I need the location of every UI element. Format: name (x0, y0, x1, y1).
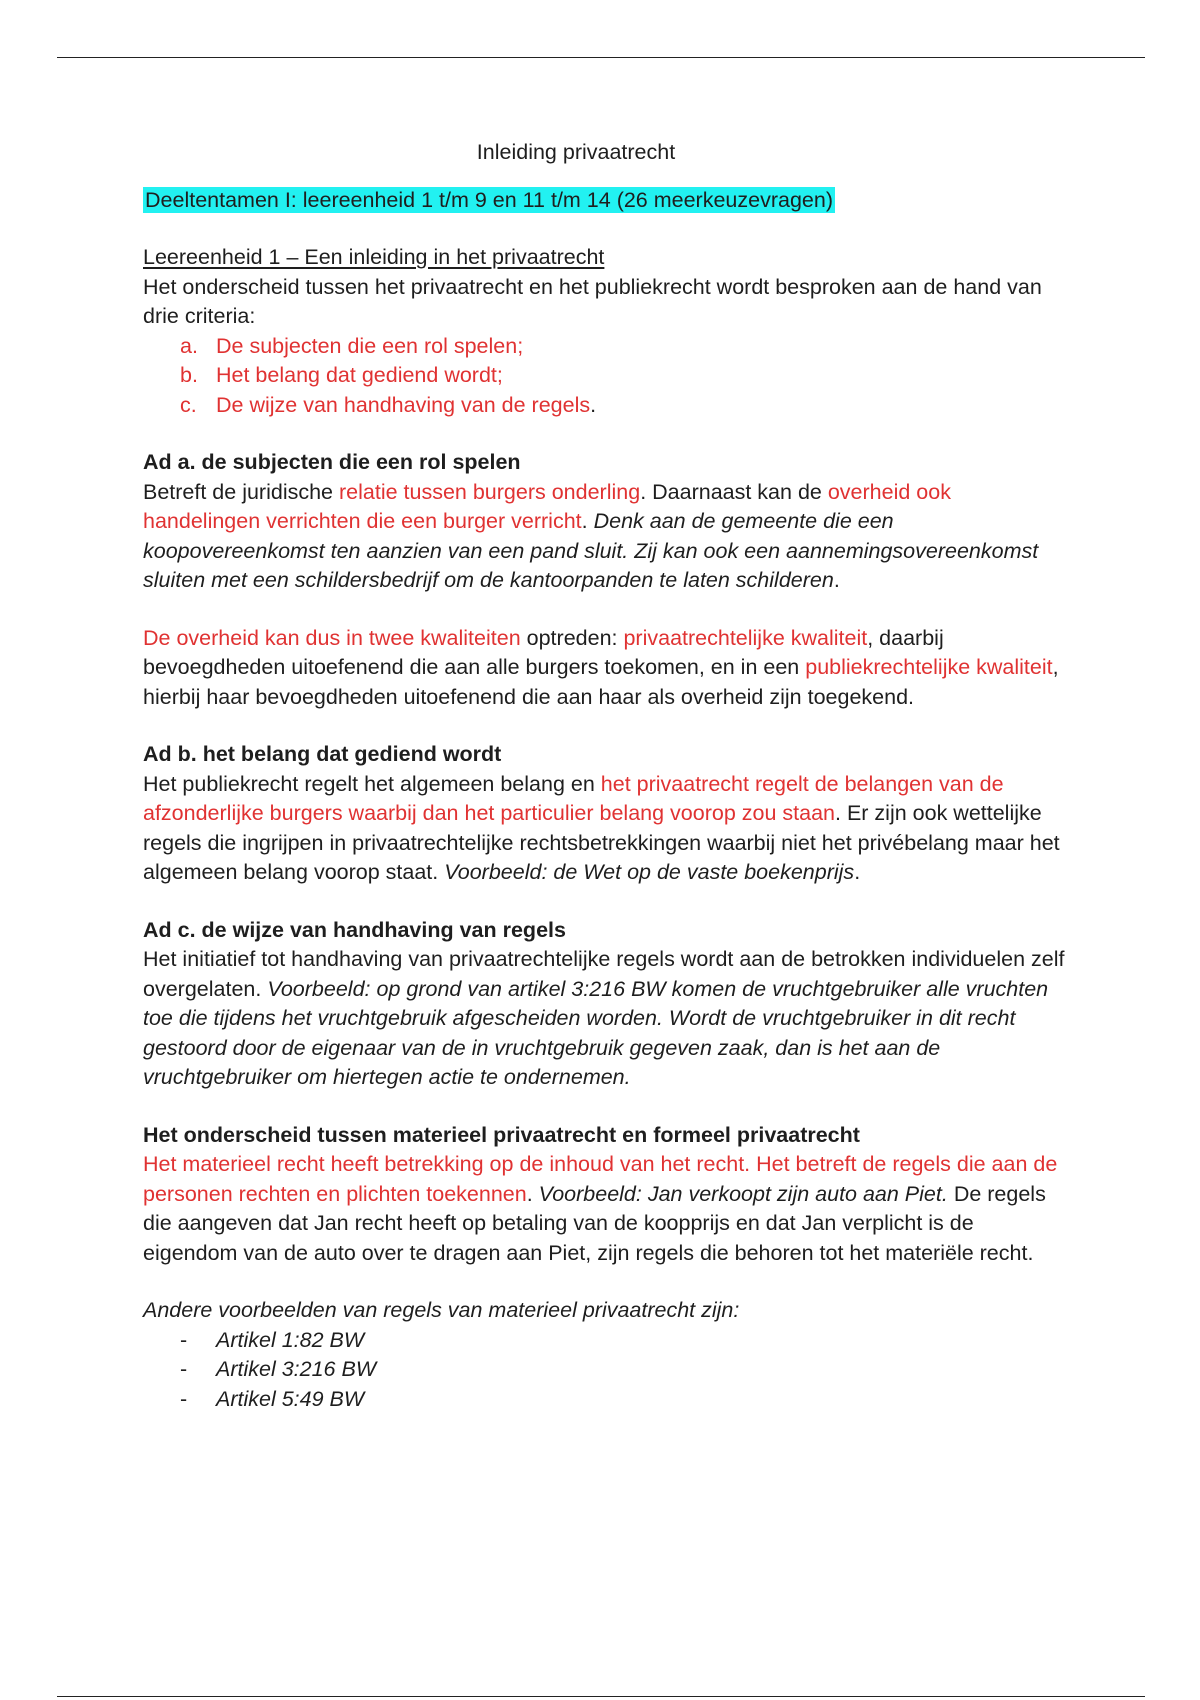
text-run: . (833, 568, 840, 592)
page-title (0, 138, 1055, 168)
list-item-punct: . (590, 392, 597, 417)
highlight-run: De overheid kan dus in twee kwaliteiten (143, 625, 521, 650)
list-item-text: Artikel 1:82 BW (216, 1327, 365, 1352)
list-item (143, 1355, 1073, 1385)
list-marker: a. (180, 333, 198, 358)
list-item-text: Artikel 3:216 BW (216, 1357, 377, 1381)
criteria-list (143, 332, 1073, 421)
list-item-text: De wijze van handhaving van de regels (216, 392, 591, 417)
ad-c-paragraph (143, 945, 1073, 1093)
list-item (143, 1385, 1073, 1415)
list-item-text: Artikel 5:49 BW (216, 1386, 365, 1411)
highlight-run: overheid ook handelingen verrichten die een burger verricht (143, 479, 951, 533)
list-marker: b. (180, 363, 198, 387)
highlight-run: Het materieel recht heeft betrekking op de inhoud van het recht. Het betreft de regels die aan de personen rechten en plichten toekennen (143, 1152, 1058, 1206)
text-run: De regels die aangeven dat Jan recht heeft op betaling van de koopprijs en dat Jan verplicht is de eigendom van de auto over te dragen aan Piet, zijn regels die behoren tot het materiële recht. (143, 1181, 1046, 1265)
ad-a-heading: Ad a. de subjecten die een rol spelen (143, 450, 521, 474)
text-run: , hierbij haar bevoegdheden uitoefenend die aan haar als overheid zijn toegekend. (143, 655, 1059, 709)
highlight-run: privaatrechtelijke kwaliteit (623, 625, 868, 650)
list-item (143, 361, 1073, 391)
text-run: , daarbij bevoegdheden uitoefenend die aan alle burgers toekomen, en in een (143, 625, 944, 679)
exam-banner-text: Deeltentamen I: leereenheid 1 t/m 9 en 11 t/m 14 (26 meerkeuzevragen) (145, 187, 833, 212)
text-run: . (581, 509, 594, 533)
text-run: . Daarnaast kan de (640, 479, 828, 504)
ad-c-heading: Ad c. de wijze van handhaving van regels (143, 917, 566, 942)
text-run: . Er zijn ook wettelijke regels die ingrijpen in privaatrechtelijke rechtsbetrekkingen waarbij niet het privébelang maar het algemeen belang voorop staat. (143, 801, 1060, 884)
top-rule (57, 57, 1145, 58)
bottom-rule (57, 1696, 1145, 1697)
unit1-intro: Het onderscheid tussen het privaatrecht en het publiekrecht wordt besproken aan de hand van drie criteria: (143, 274, 1042, 328)
ad-a-paragraph-1 (143, 478, 1073, 596)
example-run: Voorbeeld: Jan verkoopt zijn auto aan Piet. (538, 1181, 948, 1206)
list-marker: - (180, 1386, 188, 1411)
text-run: optreden: (520, 625, 624, 650)
list-marker: - (180, 1327, 188, 1352)
document-page (143, 138, 1073, 1414)
highlight-run: publiekrechtelijke kwaliteit (805, 655, 1053, 679)
list-item-text: De subjecten die een rol spelen; (216, 333, 524, 358)
text-run: Betreft de juridische (143, 479, 339, 504)
list-item-text: Het belang dat gediend wordt; (216, 363, 503, 387)
ad-b-paragraph (143, 770, 1073, 888)
highlight-run: het privaatrecht regelt de belangen van de afzonderlijke burgers waarbij dan het particulier belang voorop zou staan (143, 771, 1004, 825)
text-run: Het initiatief tot handhaving van privaatrechtelijke regels wordt aan de betrokken individuelen zelf overgelaten. (143, 947, 1065, 1001)
ad-b-heading: Ad b. het belang dat gediend wordt (143, 742, 502, 766)
unit1-heading: Leereenheid 1 – Een inleiding in het privaatrecht (143, 245, 605, 269)
example-run: Denk aan de gemeente die een koopovereenkomst ten aanzien van een pand sluit. Zij kan ook een aannemingsovereenkomst sluiten met een schildersbedrijf om de kantoorpanden te laten schilderen (143, 509, 1039, 592)
highlight-run: relatie tussen burgers onderling (339, 479, 641, 504)
materieel-paragraph (143, 1150, 1073, 1268)
list-marker: c. (180, 392, 197, 417)
ad-a-paragraph-2 (143, 624, 1073, 713)
example-run: Voorbeeld: op grond van artikel 3:216 BW komen de vruchtgebruiker alle vruchten toe die tijdens het vruchtgebruik afgescheiden worden. Wordt de vruchtgebruiker in dit recht gestoord door de eigenaar van de in vruchtgebruik gegeven zaak, dan is het aan de vruchtgebruiker om hiertegen actie te ondernemen. (143, 976, 1049, 1089)
text-run: . (854, 860, 861, 884)
page-title-text: Inleiding privaatrecht (476, 140, 676, 164)
exam-banner (143, 186, 1073, 216)
list-item (143, 1326, 1073, 1356)
text-run: . (526, 1181, 539, 1206)
example-run: Voorbeeld: de Wet op de vaste boekenprijs (444, 860, 855, 884)
examples-list (143, 1326, 1073, 1415)
list-marker: - (180, 1357, 188, 1381)
text-run: Het publiekrecht regelt het algemeen belang en (143, 771, 601, 796)
list-item (143, 391, 1073, 421)
list-item (143, 332, 1073, 362)
examples-intro: Andere voorbeelden van regels van materieel privaatrecht zijn: (143, 1298, 740, 1322)
materieel-heading: Het onderscheid tussen materieel privaatrecht en formeel privaatrecht (143, 1122, 860, 1147)
